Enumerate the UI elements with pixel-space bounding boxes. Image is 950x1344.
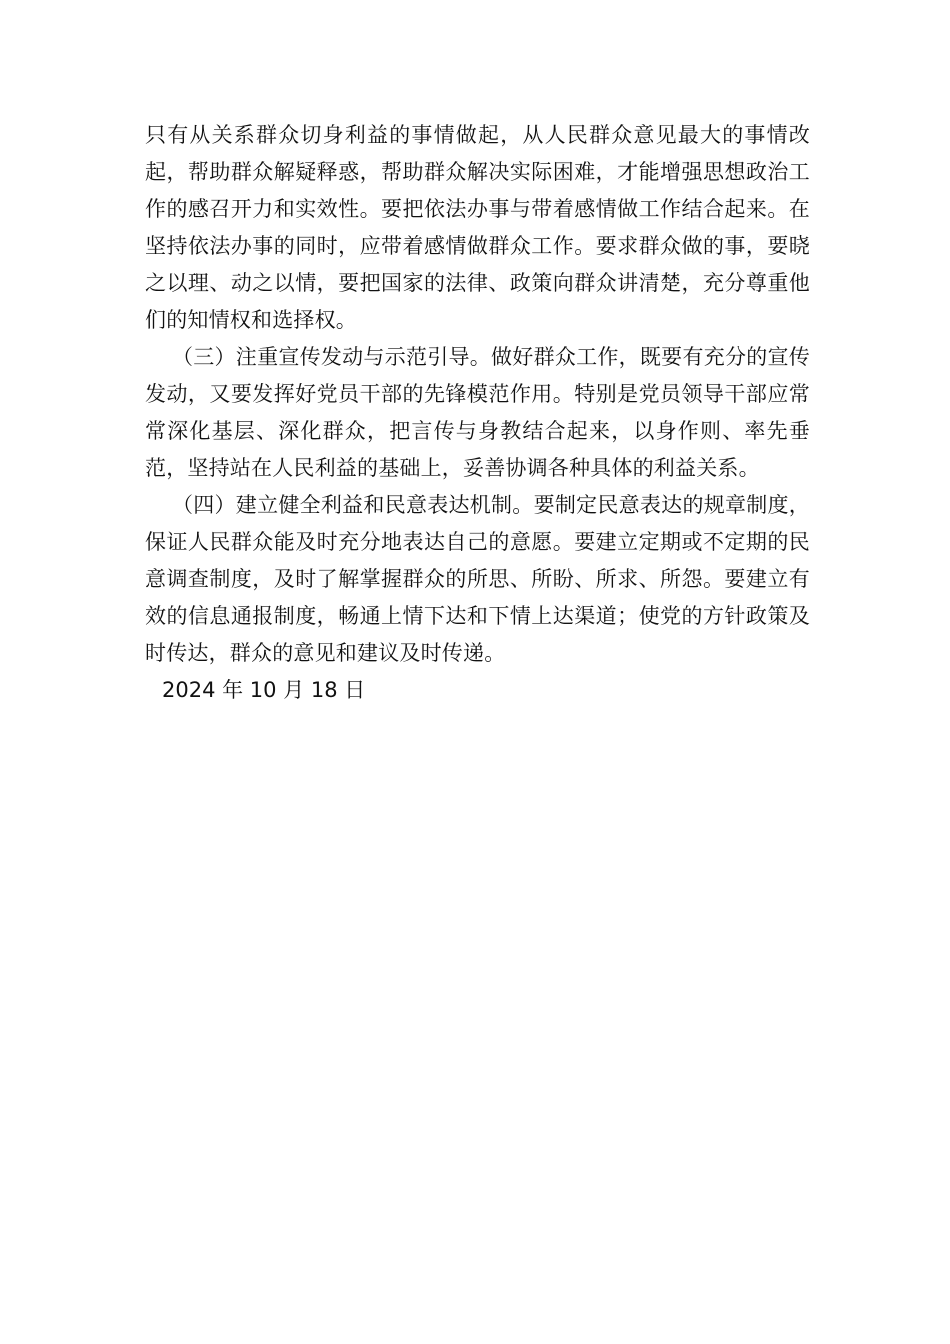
paragraph-3: （四）建立健全利益和民意表达机制。要制定民意表达的规章制度，保证人民群众能及时充分地表达自己的意愿。要建立定期或不定期的民意调查制度，及时了解掌握群众的所思、所盼、所求、所怨。要建立有效的信息通报制度，畅通上情下达和下情上达渠道；使党的方针政策及时传达，群众的意见和建议及时传递。 [145, 493, 810, 665]
paragraph-2: （三）注重宣传发动与示范引导。做好群众工作，既要有充分的宣传发动，又要发挥好党员干部的先锋模范作用。特别是党员领导干部应常常深化基层、深化群众，把言传与身教结合起来，以身作则、率先垂范，坚持站在人民利益的基础上，妥善协调各种具体的利益关系。 [145, 345, 810, 480]
paragraph-1: 只有从关系群众切身利益的事情做起，从人民群众意见最大的事情改起，帮助群众解疑释惑，帮助群众解决实际困难，才能增强思想政治工作的感召开力和实效性。要把依法办事与带着感情做工作结合起来。在坚持依法办事的同时，应带着感情做群众工作。要求群众做的事，要晓之以理、动之以情，要把国家的法律、政策向群众讲清楚，充分尊重他们的知情权和选择权。 [145, 123, 810, 332]
document-date: 2024 年 10 月 18 日 [162, 678, 366, 702]
document-body [145, 117, 810, 709]
